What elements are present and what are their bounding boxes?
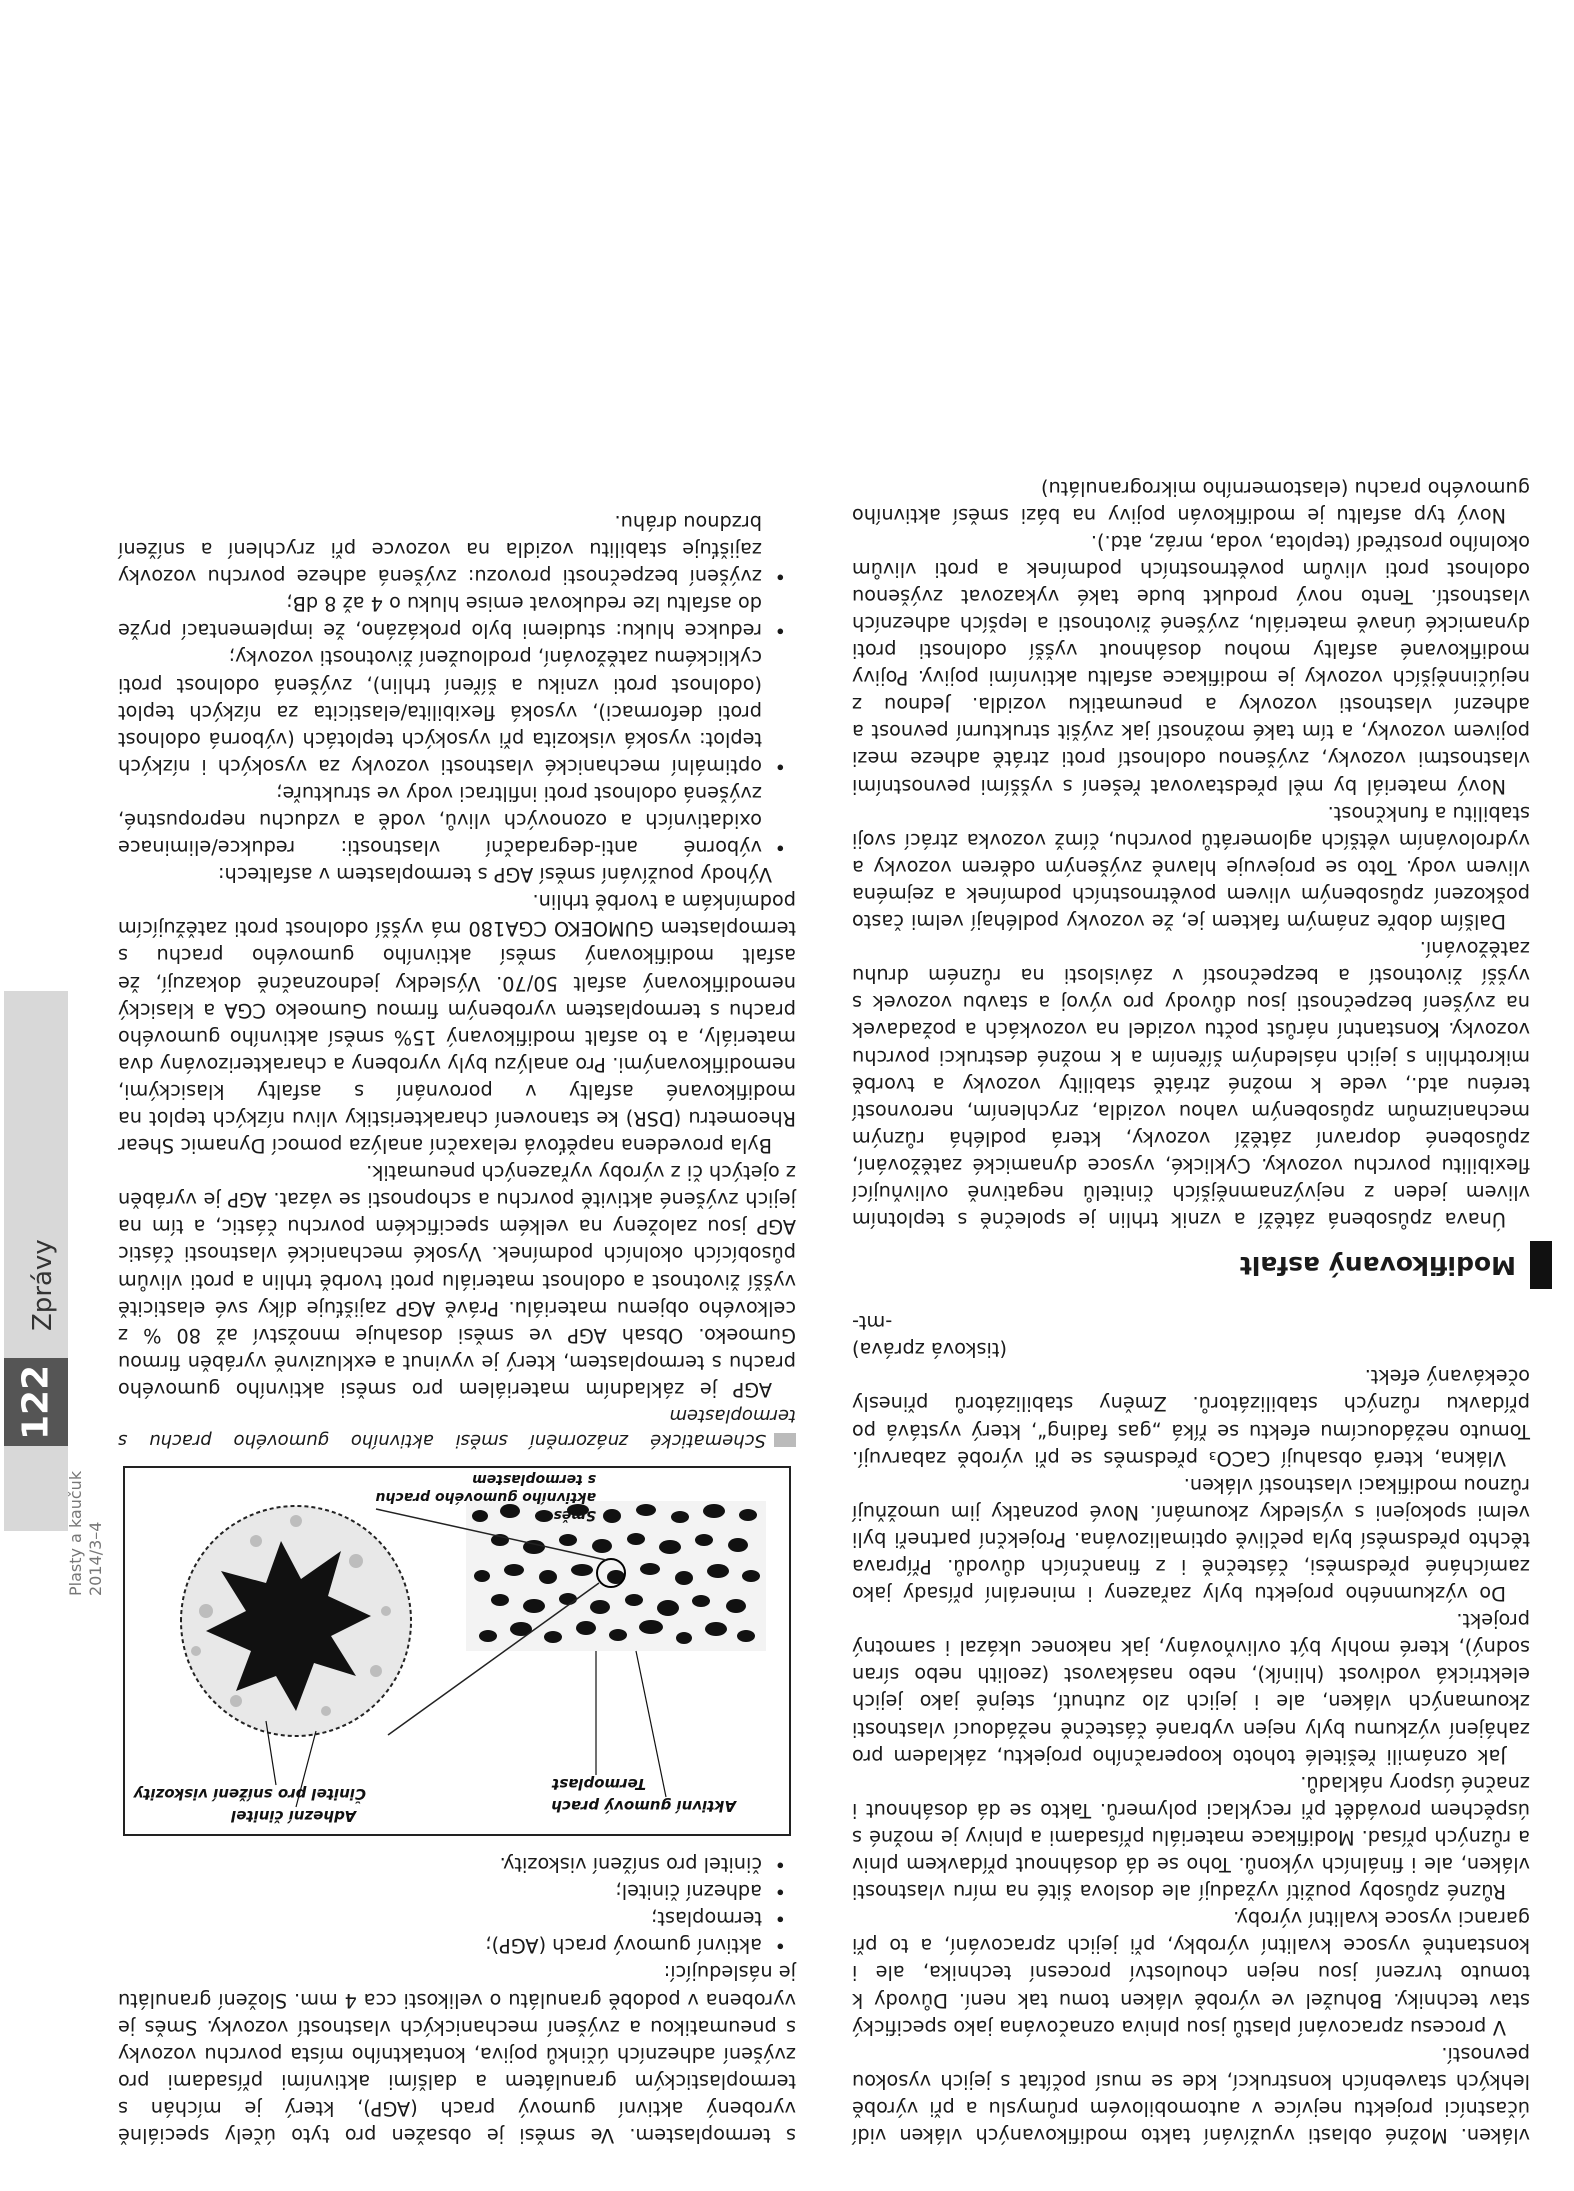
- author-signature: -mt-: [852, 1311, 893, 1335]
- list-item: • činitel pro snížení viskozity.: [118, 1851, 762, 1878]
- paragraph: AGP je základním materiálem pro směsi aktivního gumového prachu s termoplastem, který je vyvinut a exkluzivně vyráběn firmou Gumoeko. Obsah AGP ve směsi dosahuje množství až 80 % z celkového objemu materiálu. Právě AGP zajišťuje díky své elasticitě vyšší životnost a odolnost materiálu proti tvorbě trhlin a proti vlivům působících okolních podmínek. Vysoké mechanické vlastnosti částic AGP jsou založeny na velkém specifickém povrchu částic, a tím na jejich zvýšené aktivitě povrchu a schopnosti se vázat. AGP je vyráběn z ojetých či z výroby vyřazených pneumatik.: [118, 1161, 796, 1401]
- composition-list: [118, 1851, 796, 1959]
- paragraph: Do výzkumného projektu byly zařazeny i minerální přísady jako zamícháné předsměsi, částečně i z finančních důvodů. Příprava těchto předsměsí byla pečlivě optimalizována. Projekční partneři byli velmi spokojeni s výsledky zkoumání. Nové poznatky jim umožňují různou modifikaci vlastností vláken.: [852, 1473, 1530, 1606]
- paragraph: Únava způsobená zátěží a vznik trhlin je společně s teplotním vlivem jeden z nejvýznamnějších činitelů negativně ovlivňující flexibilitu povrchu vozovky. Cyklické, vysoce dynamické zatěžování, způsobené dopravní zátěží vozovky, která podléhá různým mechanizmům způsobeným vahou vozidla, zrychlením, nerovností terénu atd., vede k možné ztrátě stability vozovky a tvorbě mikrotrhlin s jejich následným šířením a k možné destrukci povrchu vozovky. Konstantní nárůst počtu vozidel na vozovkách a požadavek na zvýšení bezpečnosti jsou důvody pro vývoj a stavbu vozovek s vyšší životností a bezpečností v závislosti na různém druhu zatěžování.: [852, 937, 1530, 1232]
- caption-text: Schematické znázornění směsi aktivního gumového prachu s termoplastem: [118, 1404, 796, 1451]
- section-label: Zprávy: [28, 1239, 58, 1331]
- list-item: • redukce hluku: studiemi bylo prokázáno, že implementací pryže do asfaltu lze redukovat emise hluku o 4 až 8 dB;: [118, 590, 762, 644]
- paragraph: Jak oznámili řešitelé tohoto kooperačního projektu, základem pro zahájení výzkumu byly nejen vybrané částečně nežádoucí vlastnosti zkoumaných vláken, ale i jejich zlo zutnutí, stejně jako jejich elektrická vodivost (hliník), nebo nasákavost (zeolith nebo síran sodný), které mohly být ovlivňovány, jak nakonec ukázal i samotný projekt.: [852, 1609, 1530, 1768]
- source-note: (tisková zpráva): [852, 1338, 1007, 1362]
- paragraph: Vlákna, která obsahují CaCO₃ předsměs se při výrobě zabarvují. Tomuto nežádoucímu efektu se říká „gas fading“, který vystává po přídavku různých stabilizátorů. Změny stabilizátorů přinesly očekávaný efekt.: [852, 1365, 1530, 1470]
- label-agp: Aktivní gumový prach: [551, 1796, 736, 1815]
- label-thermoplast: Termoplast: [552, 1774, 646, 1793]
- label-adhesion: Adhezní činitel: [231, 1806, 356, 1825]
- list-item: • adhezní činitel;: [118, 1878, 762, 1905]
- list-item: • výborné anti-degradační vlastnosti: redukce/eliminace oxidativních a ozonových vlivů, vodě a vzduchu nepropustné, zvýšená odolnost proti infiltraci vody ve struktuře;: [118, 780, 762, 861]
- advantages-list: [118, 509, 796, 861]
- caption-marker: [774, 1433, 796, 1447]
- section-title: Modifikovaný asfalt: [1239, 1250, 1516, 1280]
- section-marker: [1530, 1241, 1552, 1289]
- journal-name: Plasty a kaučuk: [66, 1470, 85, 1596]
- list-item: • zvýšení bezpečnosti provozu: zvýšená adheze povrchu vozovky zajišťuje stabilitu vozidla na vozovce při zrychlení a snížení brzdnou dráhu.: [118, 509, 762, 590]
- figure-caption: [118, 1403, 796, 1453]
- granules-panel: [466, 1501, 766, 1651]
- paragraph: s termoplastem. Ve směsi je obsažen pro tyto účely speciálně vyrobený aktivní gumový prach (AGP), který je míchán s termoplastickým granulátem a dalšími aktivními přísadami pro zvýšení adhezních účinků pojiva, kontaktního místa povrchu vozovky s pneumatikou a zvýšení mechanických vlastností vozovky. Směs je vyrobena v podobě granulátu o velikosti cca 4 mm. Složení granulátu je následující:: [118, 1961, 796, 2147]
- journal-info: [66, 1471, 106, 1596]
- page-sidebar: [0, 991, 112, 2191]
- label-viscosity: Činitel pro snížení viskozity: [133, 1784, 366, 1803]
- right-column: [118, 509, 796, 2149]
- paragraph: vláken. Možné oblasti využívání takto modifikovaných vláken vidí účastníci projektu nejvíce v automobilovém průmyslu a při výrobě lehkých stavebních konstrukcí, kde se musí počítat s jejich vysokou pevností.: [852, 2042, 1530, 2147]
- list-item: • aktivní gumový prach (AGP);: [118, 1932, 762, 1959]
- label-mix-1: Směs: [553, 1506, 596, 1523]
- mixture-diagram: [118, 1461, 796, 1841]
- paragraph: V procesu zpracování plastů jsou plniva označována jako specifický stav techniky. Bohužel ve výrobě vláken tomu tak není. Důvody k tomuto tvrzení jsou nejen chouloství procesní technika, ale i konstantně vysoce kvalitní výrobky, při jejich zpracování, a to při garanci vysoce kvalitní výroby.: [852, 1907, 1530, 2039]
- label-mix-3: s termoplastem: [472, 1470, 596, 1487]
- paragraph: Dalším dobře známým faktem je, že vozovky podléhají velmi často poškození způsobeným vlivem povětrnostních podmínek a zejména vlivem vody. Toto se projevuje hlavně zvýšeným oděrem vozovky a vydrolováním větších aglomerátů povrchu, čímž vozovka ztrácí svoji stabilitu a funkčnost.: [852, 801, 1530, 934]
- paragraph: Různé způsoby použití vyžadují ale doslova šité na míru vlastnosti vláken, ale i finálních výkonů. Toho se dá dosáhnout přídavkem plniv a různých přísad. Modifikace materiálu přísadami a plnivy je možné s úspěchem provádět při recyklaci polymerů. Takto se dá dosáhnout i značné úspory nákladů.: [852, 1771, 1530, 1904]
- journal-issue: 2014/3–4: [86, 1521, 105, 1596]
- paragraph: Výhody používání směsí AGP s termoplastem v asfaltech:: [218, 863, 772, 887]
- page-number: 122: [4, 1358, 68, 1446]
- paragraph: Byla provedena napěťová relaxační analýza pomocí Dynamic Shear Rheometru (DSR) ke stanovení charakteristiky vlivu nízkých teplot na modifikované asfalty v porovnání s asfalty klasickými, nemodifikovanými. Pro analýzu byly vyrobeny a charakterizovány dva materiály, a to asfalt modifikovaný 15% směsí aktivního gumového prachu s termoplastem vyrobeným firmou Gumoeko CGA a klasický nemodifikovaný asfalt 50/70. Výsledky jednoznačně dokazují, že asfalt modifikovaný směsí aktivního gumového prachu s termoplastem GUMOEKO CGA180 má vyšší odolnost proti zatěžujícím podmínkám a tvorbě trhlin.: [118, 890, 796, 1158]
- list-item: • termoplast;: [118, 1905, 762, 1932]
- label-mix-2: aktivního gumového prachu: [375, 1488, 596, 1505]
- paragraph: Nový typ asfaltu je modifikován pojivy na bázi směsí aktivního gumového prachu (elastomerního mikrogranulátu): [852, 476, 1530, 527]
- left-column: [852, 474, 1530, 2149]
- paragraph: Nový materiál by měl představovat řešení s vyššími pevnostními vlastnostmi vozovky, zvýšenou odolností proti ztrátě adheze mezi pojivem vozovky, a tím také možností jak zvýšit strukturní pevnost a adhezní vlastnosti vozovky a pneumatiku vozidla. Jednou z nejúčinnějších vozovky je modifikace asfaltu aktivními pojivy. Pojivy modifikované asfalty mohou dosáhnout vyšší odolnosti proti dynamické únavě materiálu, zvýšené životnosti a lepších adhezních vlastností. Tento nový produkt bude také vykazovat zvýšenou odolnost proti vlivům povětrnostních podmínek a proti vlivům okolního prostředí (teplota, voda, mráz, atd.).: [852, 530, 1530, 798]
- section-heading: [852, 1241, 1552, 1289]
- list-item: • optimální mechanické vlastnosti vozovky za vysokých i nízkých teplot: vysoká viskozita při vysokých teplotách (výborná odolnost proti deformaci), vysoká flexibilita/elasticita za nízkých teplot (odolnost proti vzniku a šíření trhlin), zvýšená odolnost proti cyklickému zatěžování, prodloužení životnosti vozovky;: [118, 644, 762, 779]
- magnified-particle: [181, 1506, 411, 1736]
- schematic-figure: [118, 1461, 796, 1841]
